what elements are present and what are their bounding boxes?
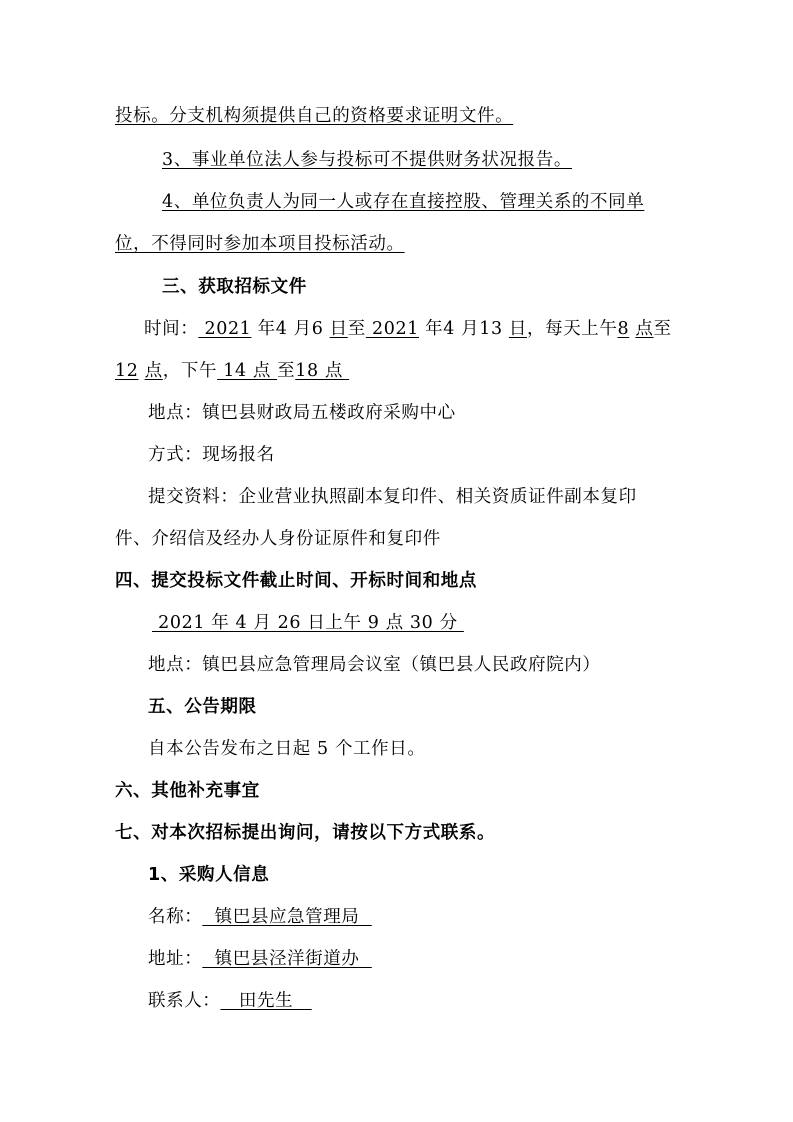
- date-value: 2021: [198, 319, 252, 339]
- hour-value: 12: [115, 361, 139, 381]
- field-label: 地址：: [148, 949, 203, 969]
- date-value: 4: [275, 319, 288, 339]
- hour-value: 14 点: [217, 361, 278, 381]
- date-unit: 月: [461, 319, 480, 339]
- hour-value: 18 点: [295, 361, 350, 381]
- date-value: 6: [311, 319, 324, 339]
- subsection-heading: 1、采购人信息: [148, 865, 270, 885]
- paragraph-line: 投标。分支机构须提供自己的资格要求证明文件。: [115, 106, 514, 126]
- section-heading: 五、公告期限: [148, 697, 257, 717]
- section-heading: 四、提交投标文件截止时间、开标时间和地点: [115, 571, 477, 591]
- date-unit: 日: [329, 319, 348, 339]
- hour-unit: 点: [144, 361, 163, 381]
- time-connector: 至: [653, 319, 672, 339]
- time-text: ，每天上午: [527, 319, 618, 339]
- paragraph-line: 件、介绍信及经办人身份证原件和复印件: [115, 529, 441, 549]
- paragraph-line: 提交资料：企业营业执照副本复印件、相关资质证件副本复印: [148, 487, 637, 507]
- field-label: 联系人：: [148, 991, 221, 1011]
- paragraph-line: 自本公告发布之日起 5 个工作日。: [148, 739, 426, 759]
- buyer-address-line: [148, 947, 372, 971]
- time-line: [144, 317, 672, 341]
- section-heading: 七、对本次招标提出询问，请按以下方式联系。: [115, 823, 496, 843]
- date-unit: 年: [425, 319, 444, 339]
- date-unit: 年: [257, 319, 276, 339]
- date-connector: 至: [347, 319, 366, 339]
- hour-unit: 点: [635, 319, 654, 339]
- date-value: 13: [479, 319, 503, 339]
- time-label: 时间：: [144, 319, 199, 339]
- paragraph-line: 3、事业单位法人参与投标可不提供财务状况报告。: [162, 150, 572, 170]
- deadline-value: 2021 年 4 月 26 日上午 9 点 30 分: [152, 613, 464, 633]
- time-text: ，下午: [162, 361, 218, 381]
- field-label: 名称：: [148, 907, 203, 927]
- hour-value: 8: [617, 319, 630, 339]
- field-value: 镇巴县泾洋街道办: [202, 949, 372, 969]
- paragraph-line: 4、单位负责人为同一人或存在直接控股、管理关系的不同单: [162, 192, 645, 212]
- paragraph-line: 地点：镇巴县应急管理局会议室（镇巴县人民政府院内）: [148, 655, 601, 675]
- time-line-2: [115, 359, 349, 383]
- time-connector: 至: [277, 361, 296, 381]
- section-heading: 三、获取招标文件: [162, 277, 307, 297]
- paragraph-line: 方式：现场报名: [148, 445, 275, 465]
- date-unit: 月: [293, 319, 312, 339]
- section-heading: 六、其他补充事宜: [115, 781, 260, 801]
- buyer-name-line: [148, 905, 372, 929]
- buyer-contact-line: [148, 989, 312, 1013]
- date-value: 2021: [365, 319, 419, 339]
- field-value: 田先生: [220, 991, 312, 1011]
- paragraph-line: 地点：镇巴县财政局五楼政府采购中心: [148, 403, 456, 423]
- field-value: 镇巴县应急管理局: [202, 907, 372, 927]
- date-unit: 日: [508, 319, 527, 339]
- paragraph-line: 位，不得同时参加本项目投标活动。: [115, 234, 405, 254]
- date-value: 4: [443, 319, 455, 339]
